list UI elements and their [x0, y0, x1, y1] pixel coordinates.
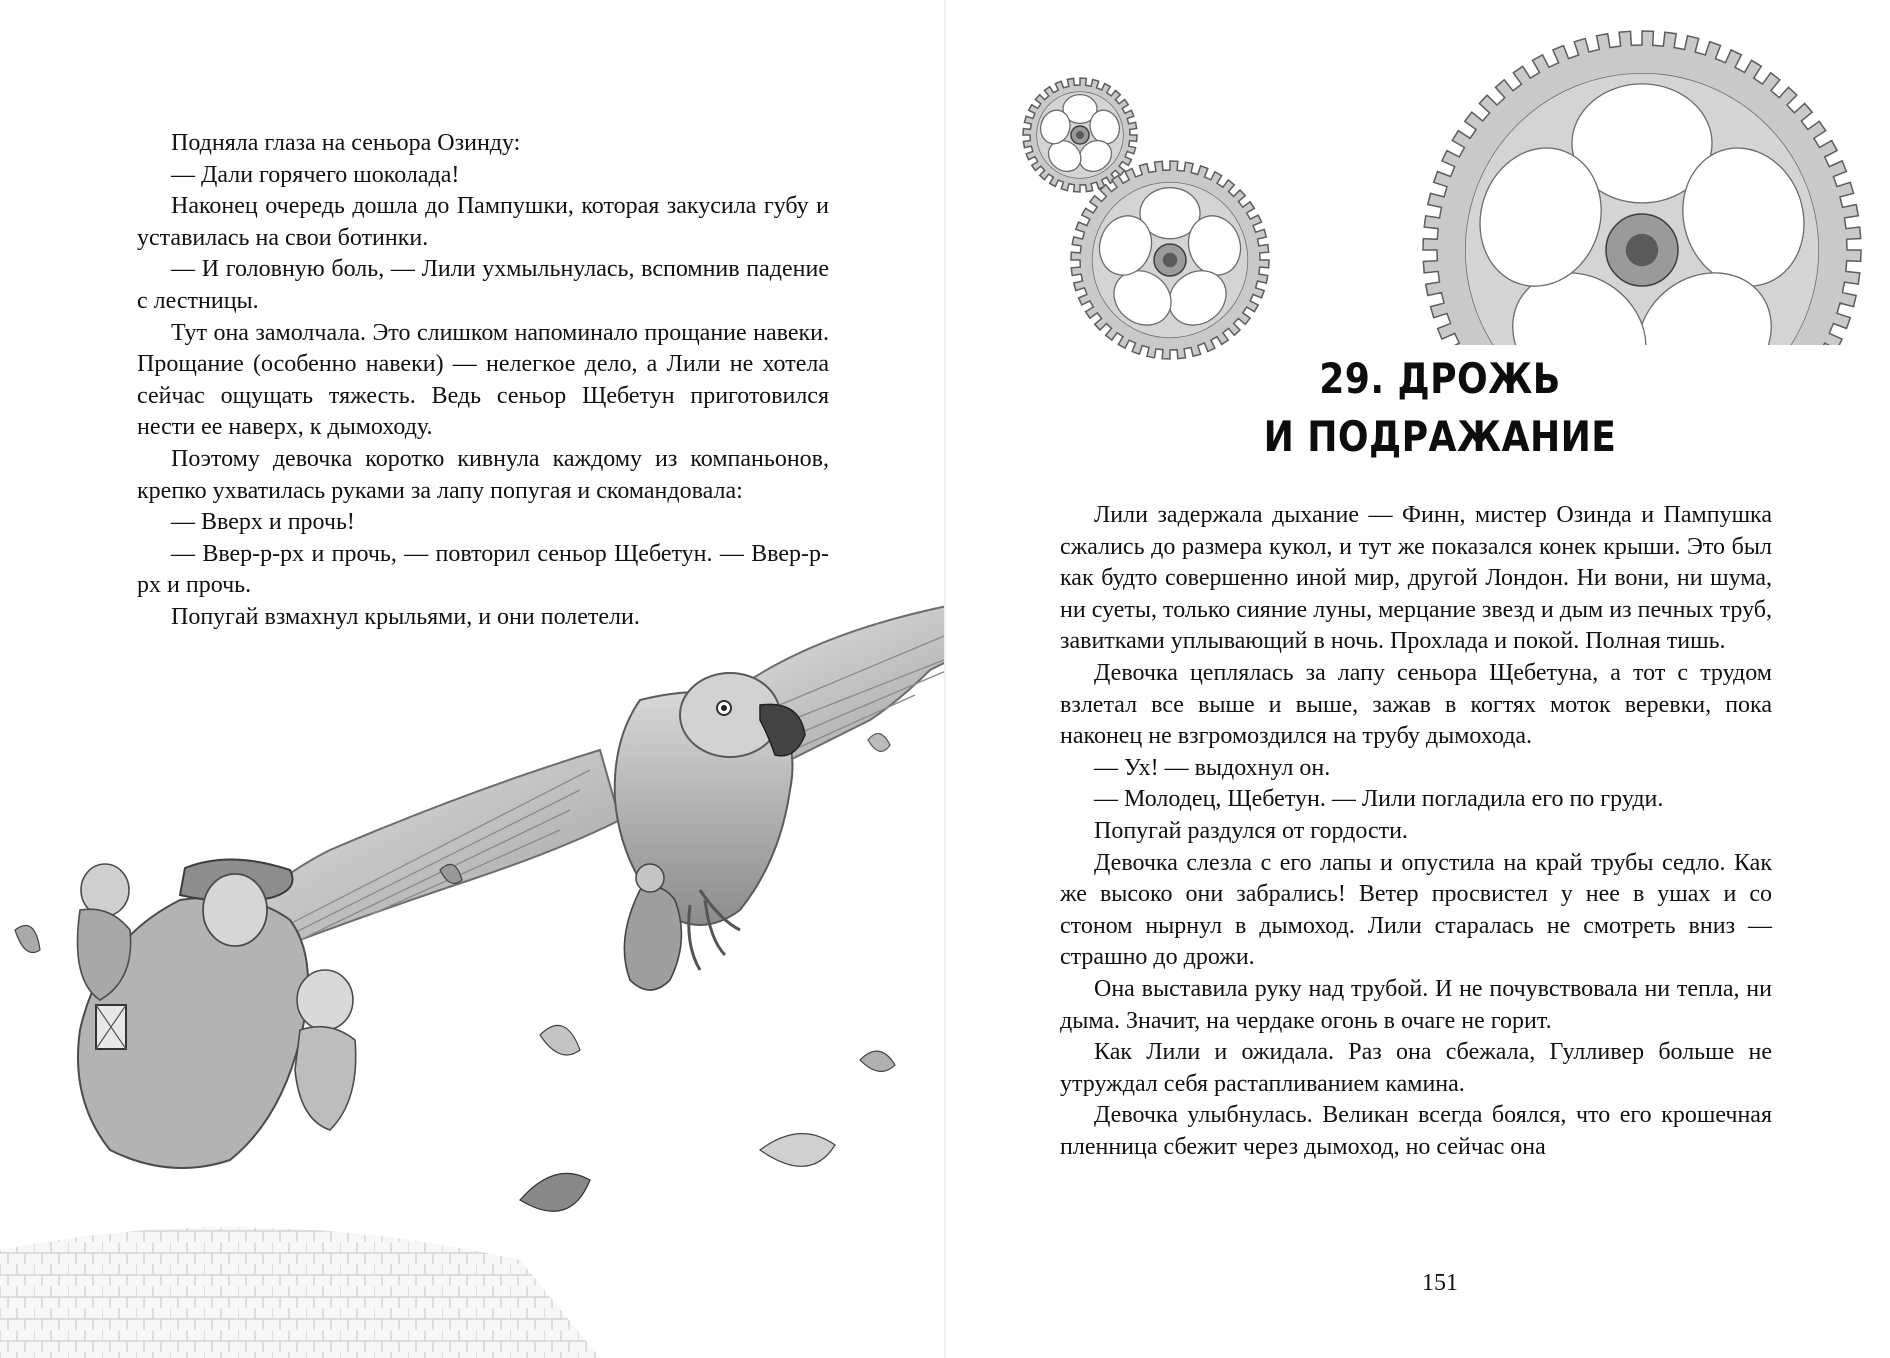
paragraph: — Вверх и прочь!: [171, 509, 355, 536]
right-page-text: [1060, 500, 1772, 1163]
paragraph: Девочка слезла с его лапы и опустила на край трубы седло. Как же высоко они забрались! Ветер просвистел у нее в ушах и со стоном нырнул в дымоход. Лили старалась не смотреть вниз — страшно до дрожи.: [1060, 849, 1772, 971]
parrot-illustration: [0, 560, 945, 1358]
chapter-title: 29. ДРОЖЬ: [1319, 354, 1561, 403]
paragraph: — Дали горячего шоколада!: [171, 161, 460, 188]
paragraph: Подняла глаза на сеньора Озинду:: [171, 130, 521, 156]
paragraph: — И головную боль, — Лили ухмыльнулась, вспомнив падение с лестницы.: [137, 256, 829, 314]
paragraph: — Молодец, Щебетун. — Лили погладила его по груди.: [1094, 786, 1664, 813]
paragraph: Она выставила руку над трубой. И не почувствовала ни тепла, ни дыма. Значит, на чердаке огонь в очаге не горит.: [1060, 975, 1772, 1034]
paragraph: Тут она замолчала. Это слишком напоминало прощание навеки. Прощание (особенно навеки) — нелегкое дело, а Лили не хотела сейчас ощущать тяжесть. Ведь сеньор Щебетун приготовился нести ее наверх, к дымоходу.: [137, 319, 829, 441]
paragraph: — Ввер-р-рх и прочь, — повторил сеньор Щебетун. — Ввер-р-рх и прочь.: [137, 540, 829, 599]
paragraph: Попугай взмахнул крыльями, и они полетели.: [171, 603, 640, 630]
paragraph: Попугай раздулся от гордости.: [1094, 817, 1408, 844]
medium-gear-icon: [1060, 150, 1280, 370]
left-page-text: [137, 128, 829, 634]
paragraph: Поэтому девочка коротко кивнула каждому из компаньонов, крепко ухватилась руками за лапу попугая и скомандовала:: [137, 445, 829, 504]
page-number: 151: [1422, 1270, 1458, 1296]
paragraph: Девочка цеплялась за лапу сеньора Щебетуна, а тот с трудом взлетал все выше и выше, зажав в когтях моток веревки, пока наконец не взгромоздился на трубу дымохода.: [1060, 659, 1772, 750]
paragraph: — Ух! — выдохнул он.: [1094, 754, 1331, 781]
chapter-subtitle: И ПОДРАЖАНИЕ: [1263, 412, 1617, 461]
paragraph: Наконец очередь дошла до Пампушки, которая закусила губу и уставилась на свои ботинки.: [137, 193, 829, 251]
large-gear-icon: [1405, 0, 1880, 345]
paragraph: Девочка улыбнулась. Великан всегда боялся, что его крошечная пленница сбежит через дымоход, но сейчас она: [1060, 1102, 1772, 1160]
paragraph: Как Лили и ожидала. Раз она сбежала, Гулливер больше не утруждал себя растапливанием камина.: [1060, 1039, 1772, 1097]
paragraph: Лили задержала дыхание — Финн, мистер Озинда и Пампушка сжались до размера кукол, и тут же показался конек крыши. Это был как будто совершенно иной мир, другой Лондон. Ни вони, ни шума, ни суеты, только сияние луны, мерцание звезд и дым из печных труб, завитками уплывающий в ночь. Прохлада и покой. Полная тишь.: [1060, 502, 1772, 655]
